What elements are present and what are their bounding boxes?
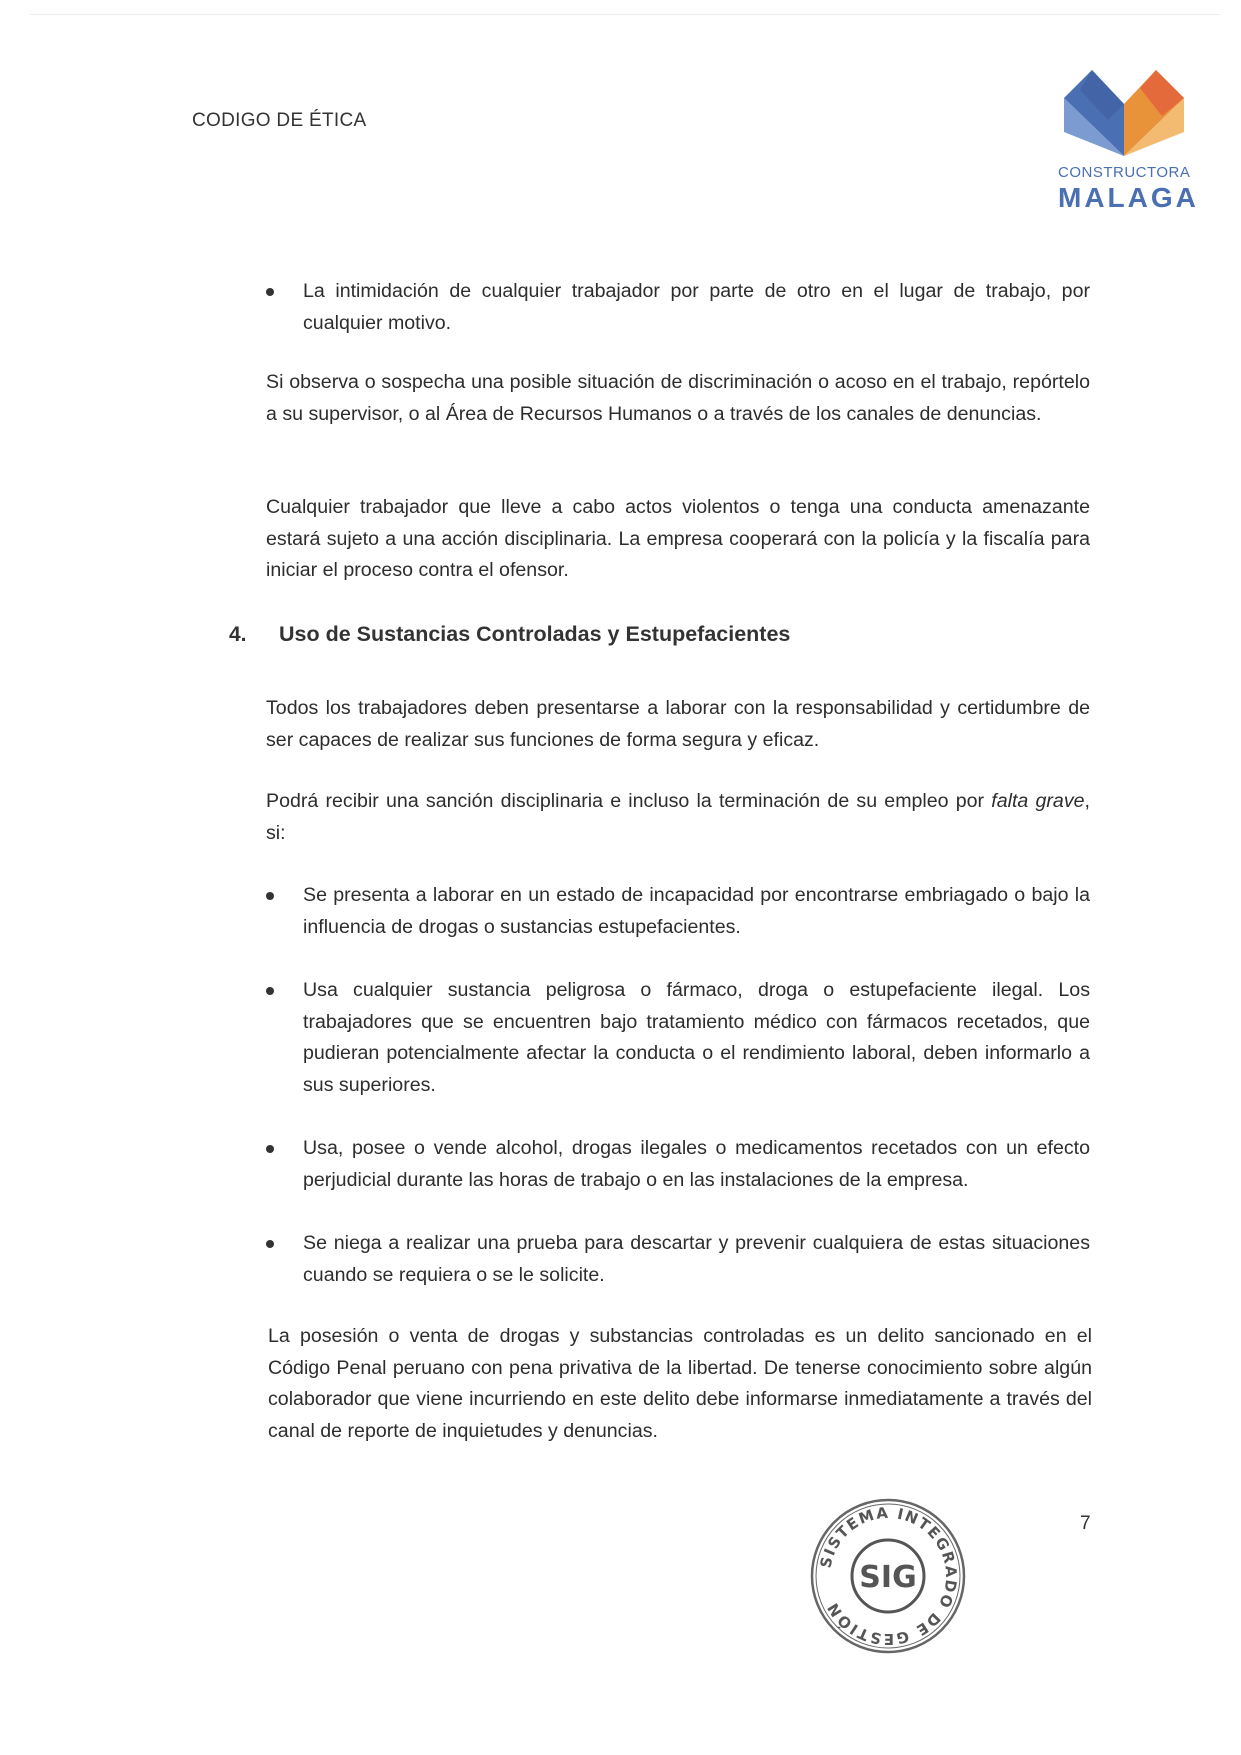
document-title: CODIGO DE ÉTICA — [192, 110, 367, 131]
paragraph-reporte: Si observa o sospecha una posible situación de discriminación o acoso en el trabajo, repórtelo a su supervisor, o al Área de Recursos Humanos o a través de los canales de denuncias. — [266, 371, 1090, 425]
list-item-text: Se niega a realizar una prueba para descartar y prevenir cualquiera de estas situaciones cuando se requiera o se le solicite. — [303, 1232, 1090, 1286]
list-item — [266, 1133, 1090, 1203]
list-item — [266, 276, 1090, 346]
sancion-text-end: , si: — [266, 790, 1090, 844]
logo-m-mark — [1058, 60, 1190, 160]
seal-icon — [808, 1496, 968, 1656]
section-number: 4. — [229, 623, 247, 646]
paragraph-posesion: La posesión o venta de drogas y substancias controladas es un delito sancionado en el Código Penal peruano con pena privativa de la libertad. De tenerse conocimiento sobre algún colaborador que viene incurriendo en este delito debe informarse inmediatamente a través del canal de reporte de inquietudes y denuncias. — [268, 1325, 1092, 1442]
list-item — [266, 880, 1090, 950]
logo-company-name: MALAGA — [1058, 182, 1199, 213]
sig-seal-stamp — [808, 1496, 968, 1656]
bullet-icon — [266, 1145, 274, 1153]
sancion-text-start: Podrá recibir una sanción disciplinaria e incluso la terminación de su empleo por — [266, 790, 992, 812]
bullet-icon — [266, 1240, 274, 1248]
scan-edge-line — [30, 14, 1220, 15]
sancion-text-emphasis: falta grave — [991, 790, 1085, 812]
section-heading: Uso de Sustancias Controladas y Estupefacientes — [279, 622, 791, 646]
list-item-text: Se presenta a laborar en un estado de incapacidad por encontrarse embriagado o bajo la influencia de drogas o sustancias estupefacientes. — [303, 884, 1090, 938]
paragraph-sancion — [266, 786, 1090, 849]
company-logo — [1058, 60, 1199, 215]
logo-company-label: CONSTRUCTORA — [1058, 164, 1191, 181]
list-item — [266, 975, 1090, 1096]
paragraph-responsabilidad: Todos los trabajadores deben presentarse a laborar con la responsabilidad y certidumbre de ser capaces de realizar sus funciones de forma segura y eficaz. — [266, 697, 1090, 751]
list-item-text: La intimidación de cualquier trabajador por parte de otro en el lugar de trabajo, por cualquier motivo. — [303, 280, 1090, 334]
svg-text:SIG: SIG — [859, 1560, 917, 1595]
page-number: 7 — [1080, 1513, 1091, 1534]
svg-text:SISTEMA INTEGRADO DE GESTIÓN: SISTEMA INTEGRADO DE GESTIÓN — [816, 1503, 961, 1649]
bullet-icon — [266, 288, 274, 296]
list-item — [266, 1228, 1090, 1298]
paragraph-violencia: Cualquier trabajador que lleve a cabo actos violentos o tenga una conducta amenazante estará sujeto a una acción disciplinaria. La empresa cooperará con la policía y la fiscalía para iniciar el proceso contra el ofensor. — [266, 496, 1090, 581]
list-item-text: Usa cualquier sustancia peligrosa o fármaco, droga o estupefaciente ilegal. Los trabajadores que se encuentren bajo tratamiento médico con fármacos recetados, que pudieran potencialmente afectar la conducta o el rendimiento laboral, deben informarlo a sus superiores. — [303, 979, 1090, 1096]
bullet-icon — [266, 892, 274, 900]
bullet-icon — [266, 987, 274, 995]
list-item-text: Usa, posee o vende alcohol, drogas ilegales o medicamentos recetados con un efecto perjudicial durante las horas de trabajo o en las instalaciones de la empresa. — [303, 1137, 1090, 1191]
